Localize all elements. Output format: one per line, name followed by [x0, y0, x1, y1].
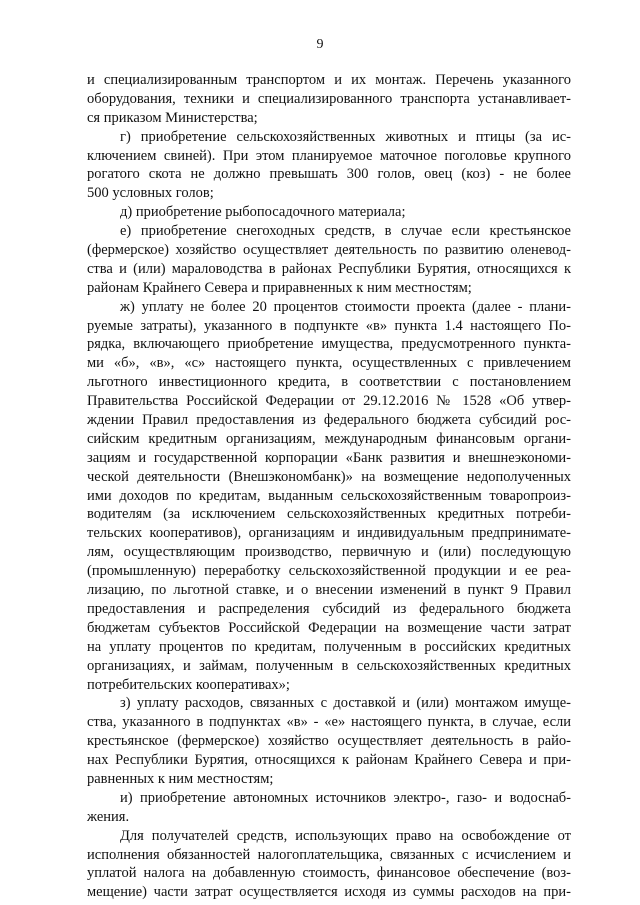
text-line: тельских кооперативов), организациям и индивидуальным предпринимате-: [87, 525, 571, 542]
text-line: крестьянское (фермерское) хозяйство осуществляет деятельность в райо-: [87, 733, 571, 750]
text-line: г) приобретение сельскохозяйственных животных и птицы (за ис-: [120, 128, 571, 145]
document-body: [87, 71, 571, 902]
text-line: ключением свиней). При этом планируемое маточное поголовье крупного: [87, 147, 571, 164]
text-line: на уплату процентов по кредитам, полученным в российских кредитных: [87, 638, 571, 655]
text-line: и) приобретение автономных источников электро-, газо- и водоснаб-: [120, 789, 571, 806]
text-line: ческой деятельности (Внешэкономбанк)» на возмещение недополученных: [87, 468, 571, 485]
text-line: руемые затраты), указанного в подпункте «в» пункта 1.4 настоящего По-: [87, 317, 571, 334]
text-line: организациях, и займам, полученным в сельскохозяйственных кредитных: [87, 657, 571, 674]
text-line: потребительских кооперативах»;: [87, 676, 290, 693]
text-line: ства, указанного в подпунктах «в» - «е» настоящего пункта, в случае, если: [87, 714, 571, 731]
text-line: исполнения обязанностей налогоплательщика, связанных с исчислением и: [87, 846, 571, 863]
page-number: 9: [316, 37, 324, 52]
text-line: 500 условных голов;: [87, 185, 214, 202]
text-line: Для получателей средств, использующих право на освобождение от: [120, 827, 571, 844]
text-line: ждении Правил предоставления из федерального бюджета субсидий рос-: [87, 412, 571, 429]
text-line: водителям (за исключением сельскохозяйственных кредитных потреби-: [87, 506, 571, 523]
text-line: оборудования, техники и специализированного транспорта устанавливает-: [87, 90, 571, 107]
text-line: нах Республики Бурятия, относящихся к районам Крайнего Севера и при-: [87, 752, 571, 769]
text-line: (фермерское) хозяйство осуществляет деятельность по развитию оленевод-: [87, 242, 571, 259]
text-line: рогатого скота не должно превышать 300 голов, овец (коз) - не более: [87, 166, 571, 183]
text-line: бюджетам субъектов Российской Федерации на возмещение части затрат: [87, 619, 571, 636]
text-line: жения.: [87, 808, 130, 825]
text-line: сийским кредитным организациям, международным финансовым органи-: [87, 430, 571, 447]
text-line: (промышленную) переработку сельскохозяйственной продукции и ее реа-: [87, 563, 571, 580]
text-line: районам Крайнего Севера и приравненных к ним местностям;: [87, 279, 472, 296]
text-line: льготного инвестиционного кредита, в соответствии с постановлением: [87, 374, 571, 391]
text-line: предоставления и распределения субсидий из федерального бюджета: [87, 600, 571, 617]
text-line: ся приказом Министерства;: [87, 109, 258, 126]
text-line: мещение) части затрат осуществляется исходя из суммы расходов на при-: [87, 884, 571, 901]
text-line: равненных к ним местностям;: [87, 770, 274, 787]
text-line: ими доходов по кредитам, выданным сельскохозяйственным товаропроиз-: [87, 487, 571, 504]
text-line: и специализированным транспортом и их монтаж. Перечень указанного: [87, 72, 571, 88]
text-line: зациям и государственной корпорации «Банк развития и внешнеэкономи-: [87, 449, 571, 466]
text-line: Правительства Российской Федерации от 29.12.2016 № 1528 «Об утвер-: [87, 393, 571, 410]
text-line: з) уплату расходов, связанных с доставкой и (или) монтажом имуще-: [120, 695, 571, 712]
text-line: ства и (или) мараловодства в районах Республики Бурятия, относящихся к: [87, 260, 571, 277]
text-line: д) приобретение рыбопосадочного материала;: [120, 204, 406, 221]
text-line: уплатой налога на добавленную стоимость, финансовое обеспечение (воз-: [87, 865, 571, 882]
text-line: лизацию, по льготной ставке, и о внесении изменений в пункт 9 Правил: [87, 582, 571, 599]
text-line: лям, осуществляющим производство, первичную и (или) последующую: [87, 544, 571, 561]
text-line: е) приобретение снегоходных средств, в случае если крестьянское: [120, 223, 571, 240]
text-line: ми «б», «в», «с» настоящего пункта, осуществленных с привлечением: [87, 355, 571, 372]
text-line: ж) уплату не более 20 процентов стоимости проекта (далее - плани-: [120, 298, 571, 315]
text-line: рядка, включающего приобретение имущества, предусмотренного пункта-: [87, 336, 571, 353]
